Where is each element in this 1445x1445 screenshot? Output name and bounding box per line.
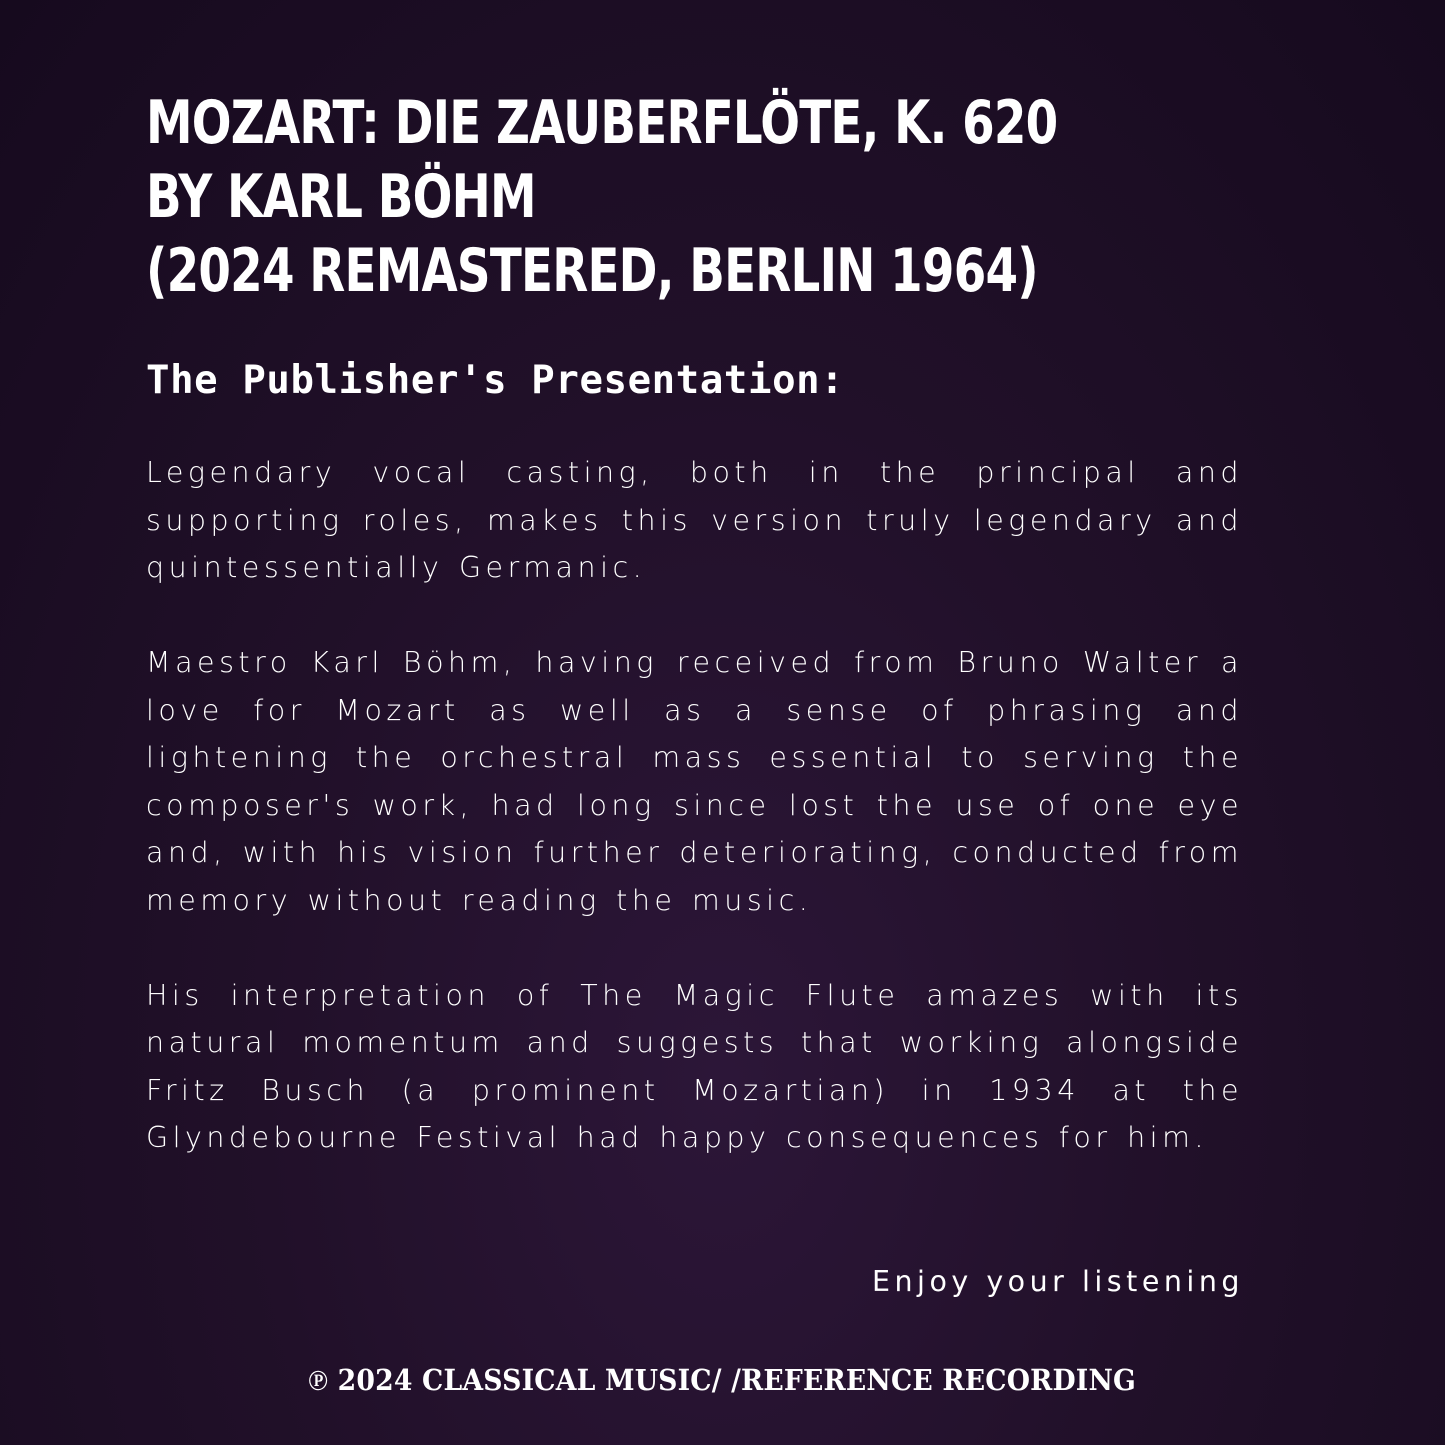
presentation-text xyxy=(146,449,1243,1209)
copyright-footer xyxy=(0,1362,1445,1398)
signoff-text: Enjoy your listening xyxy=(871,1265,1244,1298)
album-title-line-3: (2024 REMASTERED, BERLIN 1964) xyxy=(146,236,1038,306)
paragraph-2: Maestro Karl Böhm, having received from Bruno Walter a love for Mozart as well as a sense of phrasing and lightening the orchestral mass essential to serving the composer's work, had long since lost the use of one eye and, with his vision further deteriorating, conducted from memory without reading the music. xyxy=(146,646,1243,917)
paragraph-3: His interpretation of The Magic Flute amazes with its natural momentum and suggests that working alongside Fritz Busch (a prominent Mozartian) in 1934 at the Glyndebourne Festival had happy consequences for him. xyxy=(146,978,1243,1154)
paragraph-1: Legendary vocal casting, both in the principal and supporting roles, makes this version truly legendary and quintessentially Germanic. xyxy=(146,456,1243,584)
album-title xyxy=(146,86,1057,308)
album-title-line-2: BY KARL BÖHM xyxy=(146,162,536,232)
section-heading: The Publisher's Presentation: xyxy=(146,358,845,403)
copyright-text: ℗ 2024 CLASSICAL MUSIC/ /REFERENCE RECORDING xyxy=(308,1363,1137,1397)
album-title-line-1: MOZART: DIE ZAUBERFLÖTE, K. 620 xyxy=(146,88,1058,158)
